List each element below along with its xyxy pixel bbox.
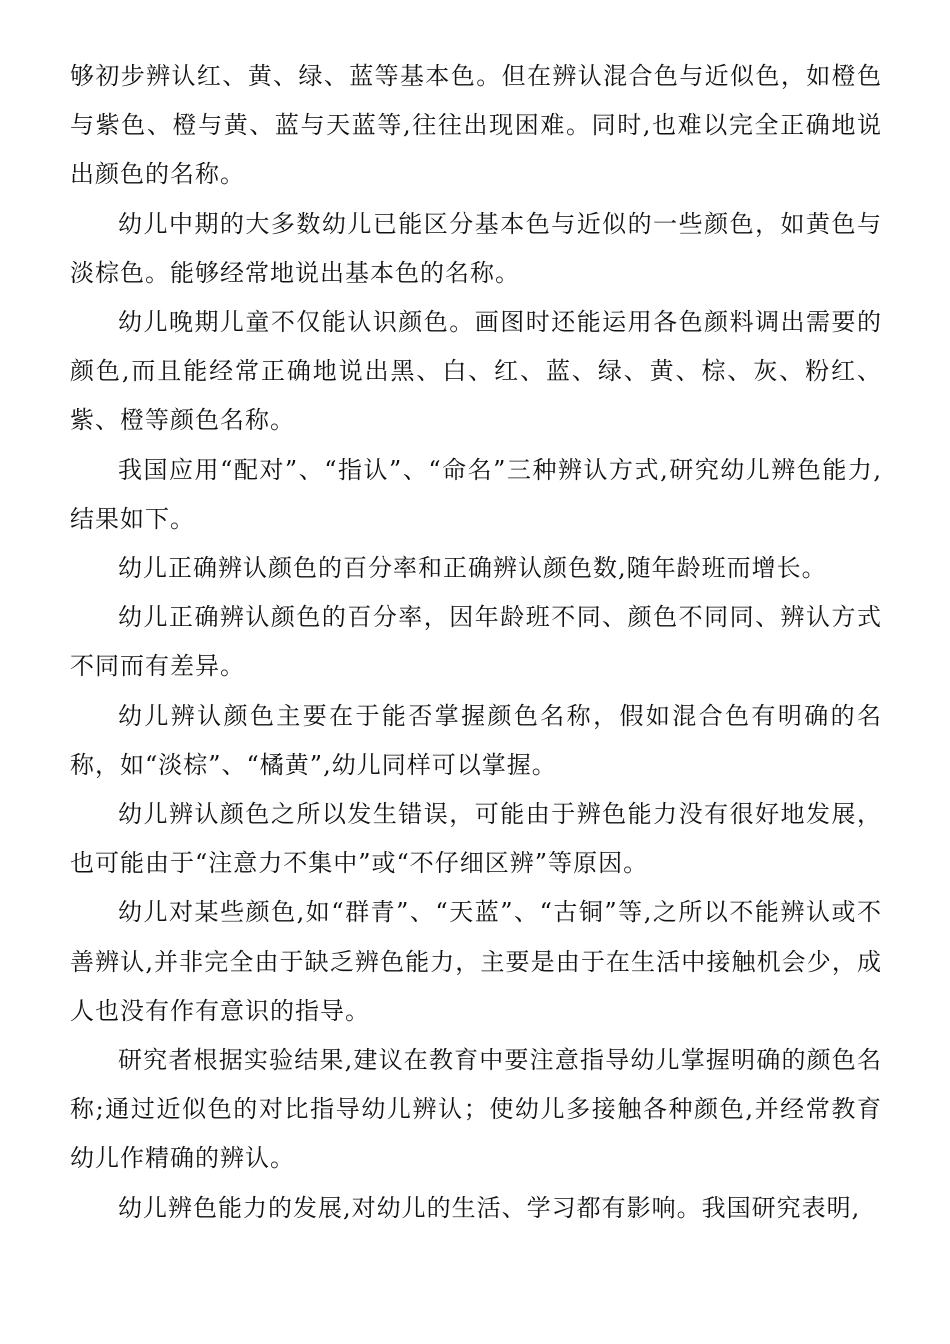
document-body — [70, 52, 882, 1233]
paragraph: 幼儿晚期儿童不仅能认识颜色。画图时还能运用各色颜料调出需要的颜色,而且能经常正确地说出黑、白、红、蓝、绿、黄、棕、灰、粉红、紫、橙等颜色名称。 — [70, 308, 882, 435]
paragraph: 研究者根据实验结果,建议在教育中要注意指导幼儿掌握明确的颜色名称;通过近似色的对比指导幼儿辨认；使幼儿多接触各种颜色,并经常教育幼儿作精确的辨认。 — [70, 1046, 882, 1173]
paragraph: 幼儿正确辨认颜色的百分率和正确辨认颜色数,随年龄班而增长。 — [118, 554, 827, 583]
paragraph: 幼儿中期的大多数幼儿已能区分基本色与近似的一些颜色，如黄色与淡棕色。能够经常地说出基本色的名称。 — [70, 209, 882, 287]
paragraph: 幼儿对某些颜色,如“群青”、“天蓝”、“古铜”等,之所以不能辨认或不善辨认,并非完全由于缺乏辨色能力，主要是由于在生活中接触机会少，成人也没有作有意识的指导。 — [70, 898, 882, 1025]
paragraph: 幼儿辨色能力的发展,对幼儿的生活、学习都有影响。我国研究表明, — [118, 1193, 861, 1222]
paragraph: 幼儿正确辨认颜色的百分率，因年龄班不同、颜色不同同、辨认方式不同而有差异。 — [70, 603, 882, 681]
paragraph: 幼儿辨认颜色主要在于能否掌握颜色名称，假如混合色有明确的名称，如“淡棕”、“橘黄”,幼儿同样可以掌握。 — [70, 701, 882, 779]
paragraph-continuation: 够初步辨认红、黄、绿、蓝等基本色。但在辨认混合色与近似色，如橙色与紫色、橙与黄、蓝与天蓝等,往往出现困难。同时,也难以完全正确地说出颜色的名称。 — [70, 62, 882, 189]
paragraph: 我国应用“配对”、“指认”、“命名”三种辨认方式,研究幼儿辨色能力,结果如下。 — [70, 455, 882, 533]
paragraph: 幼儿辨认颜色之所以发生错误，可能由于辨色能力没有很好地发展，也可能由于“注意力不集中”或“不仔细区辨”等原因。 — [70, 800, 882, 878]
